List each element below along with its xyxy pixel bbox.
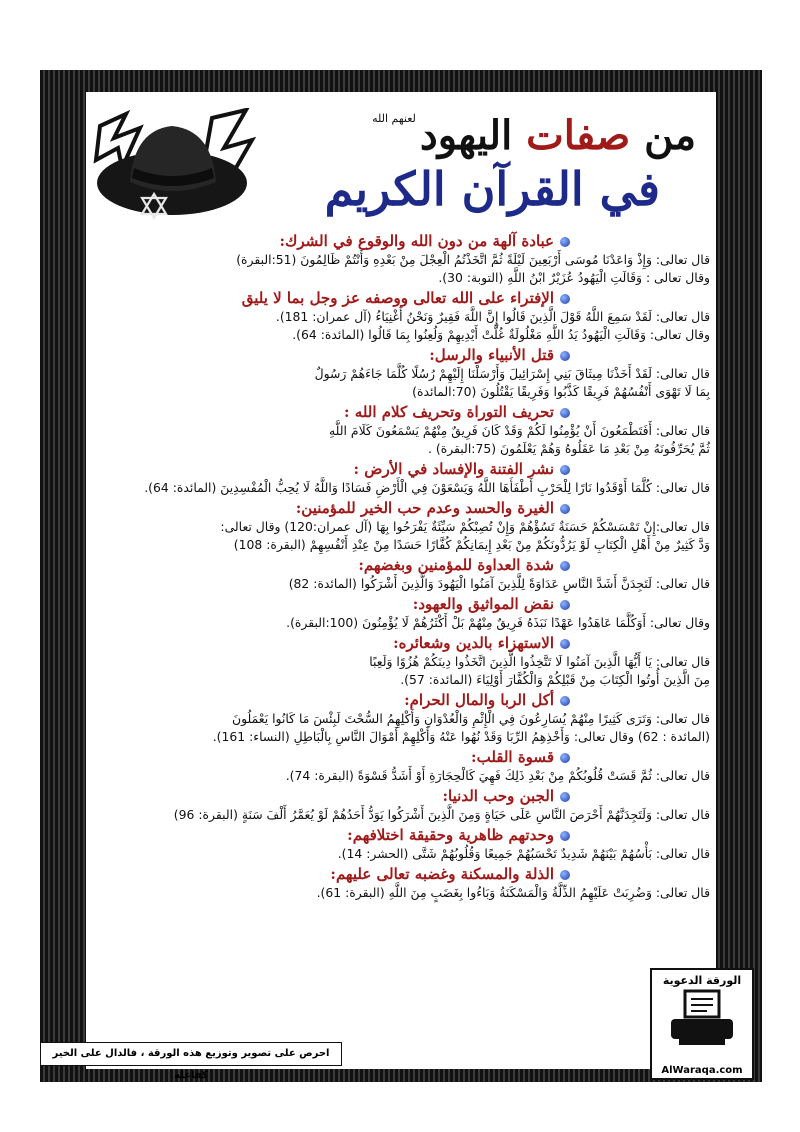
section-heading (98, 748, 710, 767)
bullet-dot-icon (560, 504, 570, 514)
verse-section (98, 865, 710, 902)
title-note: لعنهم الله (372, 112, 416, 125)
alwaraqa-logo (650, 968, 754, 1080)
bullet-dot-icon (560, 465, 570, 475)
section-heading (98, 595, 710, 614)
page-header (66, 92, 726, 232)
section-heading (98, 460, 710, 479)
printer-icon (667, 987, 737, 1047)
section-heading-text: الجبن وحب الدنيا: (442, 787, 554, 805)
bullet-dot-icon (560, 870, 570, 880)
verses-list (98, 232, 710, 904)
verse-section (98, 232, 710, 287)
verse-line: قال تعالى: لَتَجِدَنَّ أَشَدَّ النَّاسِ عَدَاوَةً لِلَّذِينَ آمَنُوا الْيَهُودَ وَالَّذِينَ أَشْرَكُوا (المائدة: 82) (288, 576, 710, 591)
verse-line: وقال تعالى : وَقَالَتِ الْيَهُودُ عُزَيْرٌ ابْنُ اللَّهِ (التوبة: 30). (438, 270, 710, 285)
footer-note: احرص على تصوير وتوزيع هذه الورقة ، فالدال على الخير كفاعله (40, 1042, 342, 1066)
bullet-dot-icon (560, 639, 570, 649)
verse-section (98, 748, 710, 785)
verse-section (98, 346, 710, 401)
verse-line: قال تعالى: وَضُرِبَتْ عَلَيْهِمُ الذِّلَّةُ وَالْمَسْكَنَةُ وَبَاءُوا بِغَضَبٍ مِنَ اللَّهِ (البقرة: 61). (316, 885, 710, 900)
verse-line: وَدَّ كَثِيرٌ مِنْ أَهْلِ الْكِتَابِ لَوْ يَرُدُّونَكُمْ مِنْ بَعْدِ إِيمَانِكُمْ كُفَّارًا حَسَدًا مِنْ عِنْدِ أَنْفُسِهِمْ (البقرة: 108) (233, 537, 710, 552)
page-title-line1 (372, 112, 696, 159)
verse-line: قال تعالى: ثُمَّ قَسَتْ قُلُوبُكُمْ مِنْ بَعْدِ ذَلِكَ فَهِيَ كَالْحِجَارَةِ أَوْ أَشَدُّ قَسْوَةً (البقرة: 74). (285, 768, 710, 783)
verse-line: قال تعالى: وَلَتَجِدَنَّهُمْ أَحْرَصَ النَّاسِ عَلَى حَيَاةٍ وَمِنَ الَّذِينَ أَشْرَكُوا يَوَدُّ أَحَدُهُمْ لَوْ يُعَمَّرُ أَلْفَ سَنَةٍ (البقرة: 96) (173, 807, 710, 822)
verse-line: ثُمَّ يُحَرِّفُونَهُ مِنْ بَعْدِ مَا عَقَلُوهُ وَهُمْ يَعْلَمُونَ (75:البقرة) . (428, 441, 710, 456)
verse-section (98, 460, 710, 497)
section-heading-text: الذلة والمسكنة وغضبه تعالى عليهم: (330, 865, 554, 883)
verse-section (98, 499, 710, 554)
bullet-dot-icon (560, 696, 570, 706)
section-heading-text: الإفتراء على الله تعالى ووصفه عز وجل بما لا يليق (241, 289, 554, 307)
verse-line: قال تعالى: يَا أَيُّهَا الَّذِينَ آمَنُوا لَا تَتَّخِذُوا الَّذِينَ اتَّخَذُوا دِينَكُمْ هُزُوًا وَلَعِبًا (369, 654, 710, 669)
bullet-dot-icon (560, 831, 570, 841)
bullet-dot-icon (560, 408, 570, 418)
title-word-sifat: صفات (526, 112, 631, 159)
section-heading-text: أكل الربا والمال الحرام: (404, 691, 554, 709)
bullet-dot-icon (560, 600, 570, 610)
verse-section (98, 826, 710, 863)
verse-section (98, 403, 710, 458)
section-heading-text: الاستهزاء بالدين وشعائره: (393, 634, 554, 652)
logo-url: AlWaraqa.com (661, 1065, 743, 1076)
section-heading (98, 232, 710, 251)
section-heading-text: شدة العداوة للمؤمنين وبغضهم: (358, 556, 554, 574)
verse-line: وقال تعالى: وَقَالَتِ الْيَهُودُ يَدُ اللَّهِ مَغْلُولَةٌ غُلَّتْ أَيْدِيهِمْ وَلُعِنُوا بِمَا قَالُوا (المائدة: 64). (292, 327, 710, 342)
verse-line: قال تعالى: لَقَدْ أَخَذْنَا مِيثَاقَ بَنِي إِسْرَائِيلَ وَأَرْسَلْنَا إِلَيْهِمْ رُسُلًا كُلَّمَا جَاءَهُمْ رَسُولٌ (314, 366, 710, 381)
verse-line: وقال تعالى: أَوَكُلَّمَا عَاهَدُوا عَهْدًا نَبَذَهُ فَرِيقٌ مِنْهُمْ بَلْ أَكْثَرُهُمْ لَا يُؤْمِنُونَ (100:البقرة). (286, 615, 710, 630)
verse-line: قال تعالى: أَفَتَطْمَعُونَ أَنْ يُؤْمِنُوا لَكُمْ وَقَدْ كَانَ فَرِيقٌ مِنْهُمْ يَسْمَعُونَ كَلَامَ اللَّهِ (329, 423, 710, 438)
page-title-line2: في القرآن الكريم (324, 162, 660, 216)
verse-line: قال تعالى: لَقَدْ سَمِعَ اللَّهُ قَوْلَ الَّذِينَ قَالُوا إِنَّ اللَّهَ فَقِيرٌ وَنَحْنُ أَغْنِيَاءُ (آل عمران: 181). (275, 309, 710, 324)
title-word-min: من (644, 112, 696, 159)
section-heading (98, 556, 710, 575)
verse-section (98, 556, 710, 593)
section-heading-text: عبادة آلهة من دون الله والوقوع في الشرك: (279, 232, 554, 250)
verse-line: بِمَا لَا تَهْوَى أَنْفُسُهُمْ فَرِيقًا كَذَّبُوا وَفَرِيقًا يَقْتُلُونَ (70:المائدة) (412, 384, 710, 399)
section-heading-text: نقض المواثيق والعهود: (412, 595, 554, 613)
bullet-dot-icon (560, 792, 570, 802)
section-heading-text: وحدتهم ظاهرية وحقيقة اختلافهم: (347, 826, 554, 844)
verse-section (98, 634, 710, 689)
verse-line: مِنَ الَّذِينَ أُوتُوا الْكِتَابَ مِنْ قَبْلِكُمْ وَالْكُفَّارَ أَوْلِيَاءَ (المائدة: 57). (400, 672, 710, 687)
logo-caption: الورقة الدعوية (662, 974, 742, 987)
hat-with-star-icon (82, 108, 282, 233)
section-heading-text: نشر الفتنة والإفساد في الأرض : (353, 460, 554, 478)
bullet-dot-icon (560, 294, 570, 304)
section-heading (98, 289, 710, 308)
title-word-yahud: اليهود (419, 112, 513, 159)
section-heading (98, 499, 710, 518)
section-heading-text: قسوة القلب: (471, 748, 554, 766)
section-heading (98, 403, 710, 422)
verse-line: (المائدة : 62) وقال تعالى: وَأَخْذِهِمُ الرِّبَا وَقَدْ نُهُوا عَنْهُ وَأَكْلِهِمْ أَمْوَالَ النَّاسِ بِالْبَاطِلِ (النساء: 161). (212, 729, 710, 744)
section-heading (98, 865, 710, 884)
bullet-dot-icon (560, 237, 570, 247)
section-heading-text: تحريف التوراة وتحريف كلام الله : (344, 403, 554, 421)
verse-line: قال تعالى: كُلَّمَا أَوْقَدُوا نَارًا لِلْحَرْبِ أَطْفَأَهَا اللَّهُ وَيَسْعَوْنَ فِي الْأَرْضِ فَسَادًا وَاللَّهُ لَا يُحِبُّ الْمُفْسِدِينَ (المائدة: 64). (144, 480, 710, 495)
bullet-dot-icon (560, 351, 570, 361)
verse-line: قال تعالى: وَإِذْ وَاعَدْنَا مُوسَى أَرْبَعِينَ لَيْلَةً ثُمَّ اتَّخَذْتُمُ الْعِجْلَ مِنْ بَعْدِهِ وَأَنْتُمْ ظَالِمُونَ (51:البقرة) (236, 252, 710, 267)
verse-section (98, 691, 710, 746)
verse-line: قال تعالى:إِنْ تَمْسَسْكُمْ حَسَنَةٌ تَسُؤْهُمْ وَإِنْ تُصِبْكُمْ سَيِّئَةٌ يَفْرَحُوا بِهَا (آل عمران:120) وقال تعالى: (220, 519, 710, 534)
verse-section (98, 595, 710, 632)
section-heading-text: الغيرة والحسد وعدم حب الخير للمؤمنين: (295, 499, 554, 517)
verse-section (98, 787, 710, 824)
section-heading (98, 634, 710, 653)
verse-line: قال تعالى: بَأْسُهُمْ بَيْنَهُمْ شَدِيدٌ تَحْسَبُهُمْ جَمِيعًا وَقُلُوبُهُمْ شَتَّى (الحشر: 14). (337, 846, 710, 861)
section-heading (98, 691, 710, 710)
section-heading (98, 346, 710, 365)
bullet-dot-icon (560, 561, 570, 571)
bullet-dot-icon (560, 753, 570, 763)
verse-section (98, 289, 710, 344)
section-heading-text: قتل الأنبياء والرسل: (429, 346, 554, 364)
section-heading (98, 826, 710, 845)
verse-line: قال تعالى: وَتَرَى كَثِيرًا مِنْهُمْ يُسَارِعُونَ فِي الْإِثْمِ وَالْعُدْوَانِ وَأَكْلِهِمُ السُّحْتَ لَبِئْسَ مَا كَانُوا يَعْمَلُونَ (231, 711, 710, 726)
section-heading (98, 787, 710, 806)
